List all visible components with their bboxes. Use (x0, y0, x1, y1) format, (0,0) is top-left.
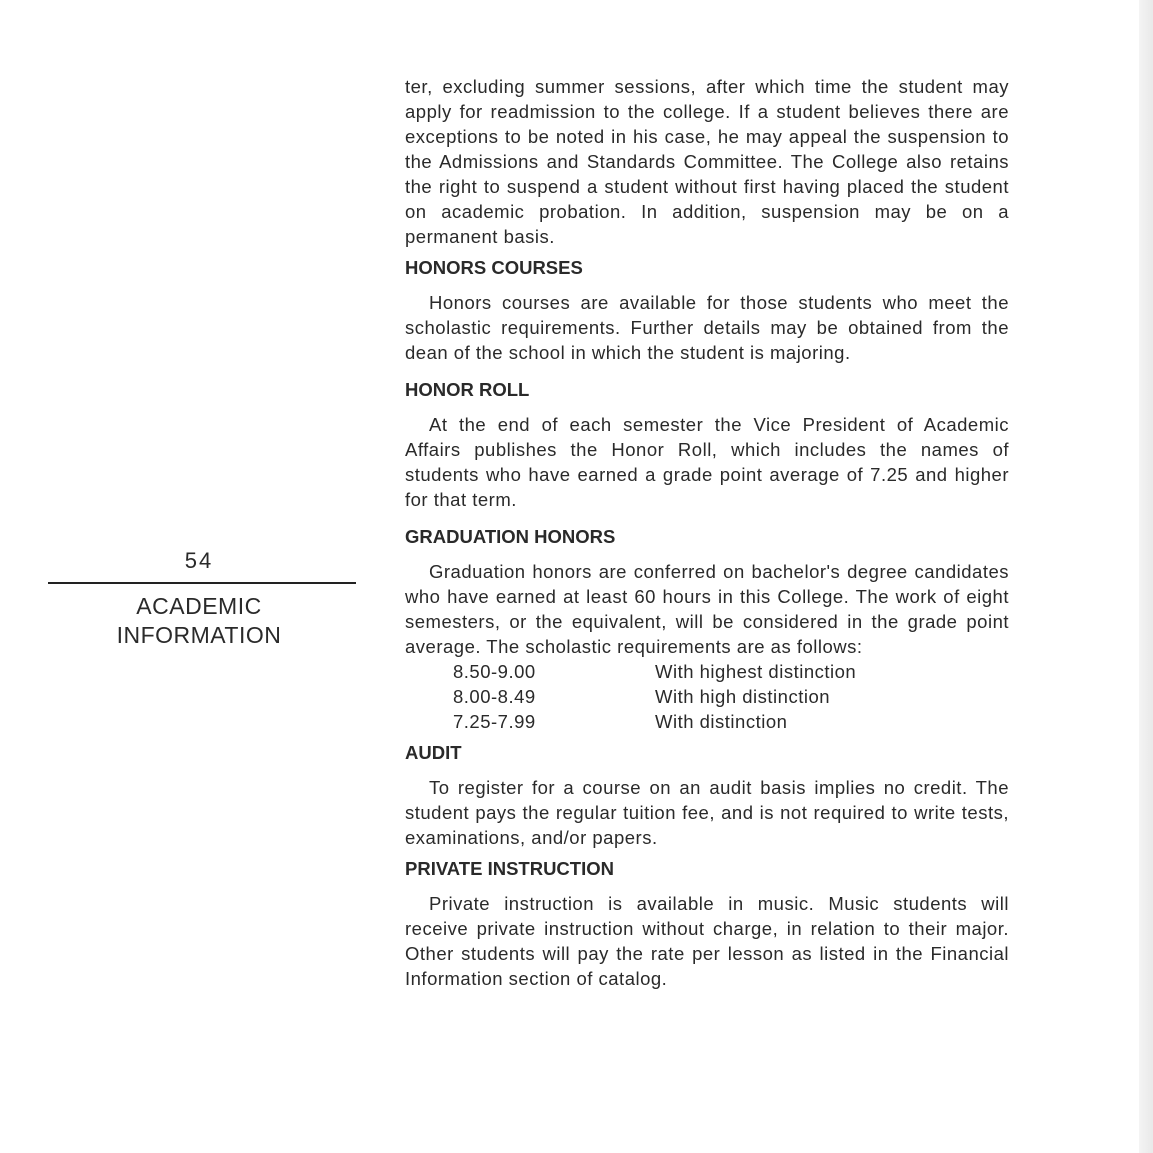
honor-roll-paragraph: At the end of each semester the Vice President of Academic Affairs publishes the Honor Roll, which includes the names of students who have earned a grade point average of 7.25 and higher for that term. (405, 414, 1009, 510)
heading-private-instruction: PRIVATE INSTRUCTION (405, 858, 614, 879)
gpa-range: 7.25-7.99 (453, 711, 536, 732)
private-instruction-paragraph: Private instruction is available in music. Music students will receive private instruction without charge, in relation to their major. Other students will pay the rate per lesson as listed in the Financial Information section of catalog. (405, 893, 1009, 989)
graduation-honors-paragraph: Graduation honors are conferred on bachelor's degree candidates who have earned at least 60 hours in this College. The work of eight semesters, or the equivalent, will be considered in the grade point average. The scholastic requirements are as follows: (405, 561, 1009, 657)
honors-scale-list (405, 659, 1009, 734)
honors-scale-row (405, 684, 1009, 709)
section-label-line-2: INFORMATION (116, 622, 282, 648)
page-edge-shadow (1139, 0, 1153, 1153)
gpa-range: 8.00-8.49 (453, 686, 536, 707)
distinction-label: With high distinction (655, 686, 831, 707)
heading-honors-courses: HONORS COURSES (405, 257, 583, 278)
heading-graduation-honors: GRADUATION HONORS (405, 526, 616, 547)
heading-honor-roll: HONOR ROLL (405, 379, 530, 400)
main-text-column (405, 74, 1009, 991)
heading-audit: AUDIT (405, 742, 462, 763)
intro-paragraph: ter, excluding summer sessions, after which time the student may apply for readmission to the college. If a student believes there are exceptions to be noted in his case, he may appeal the suspension to the Admissions and Standards Committee. The College also retains the right to suspend a student without first having placed the student on academic probation. In addition, suspension may be on a permanent basis. (405, 76, 1009, 247)
honors-scale-row (405, 659, 1009, 684)
section-label (42, 592, 356, 650)
distinction-label: With highest distinction (655, 661, 857, 682)
section-label-line-1: ACADEMIC (136, 593, 262, 619)
honors-scale-row (405, 709, 1009, 734)
honors-courses-paragraph: Honors courses are available for those students who meet the scholastic requirements. Further details may be obtained from the dean of the school in which the student is majoring. (405, 292, 1009, 363)
gpa-range: 8.50-9.00 (453, 661, 536, 682)
sidebar-rule (48, 582, 356, 584)
page-number: 54 (184, 548, 214, 573)
audit-paragraph: To register for a course on an audit basis implies no credit. The student pays the regular tuition fee, and is not required to write tests, examinations, and/or papers. (405, 777, 1009, 848)
distinction-label: With distinction (655, 711, 788, 732)
page-sidebar (48, 546, 356, 650)
